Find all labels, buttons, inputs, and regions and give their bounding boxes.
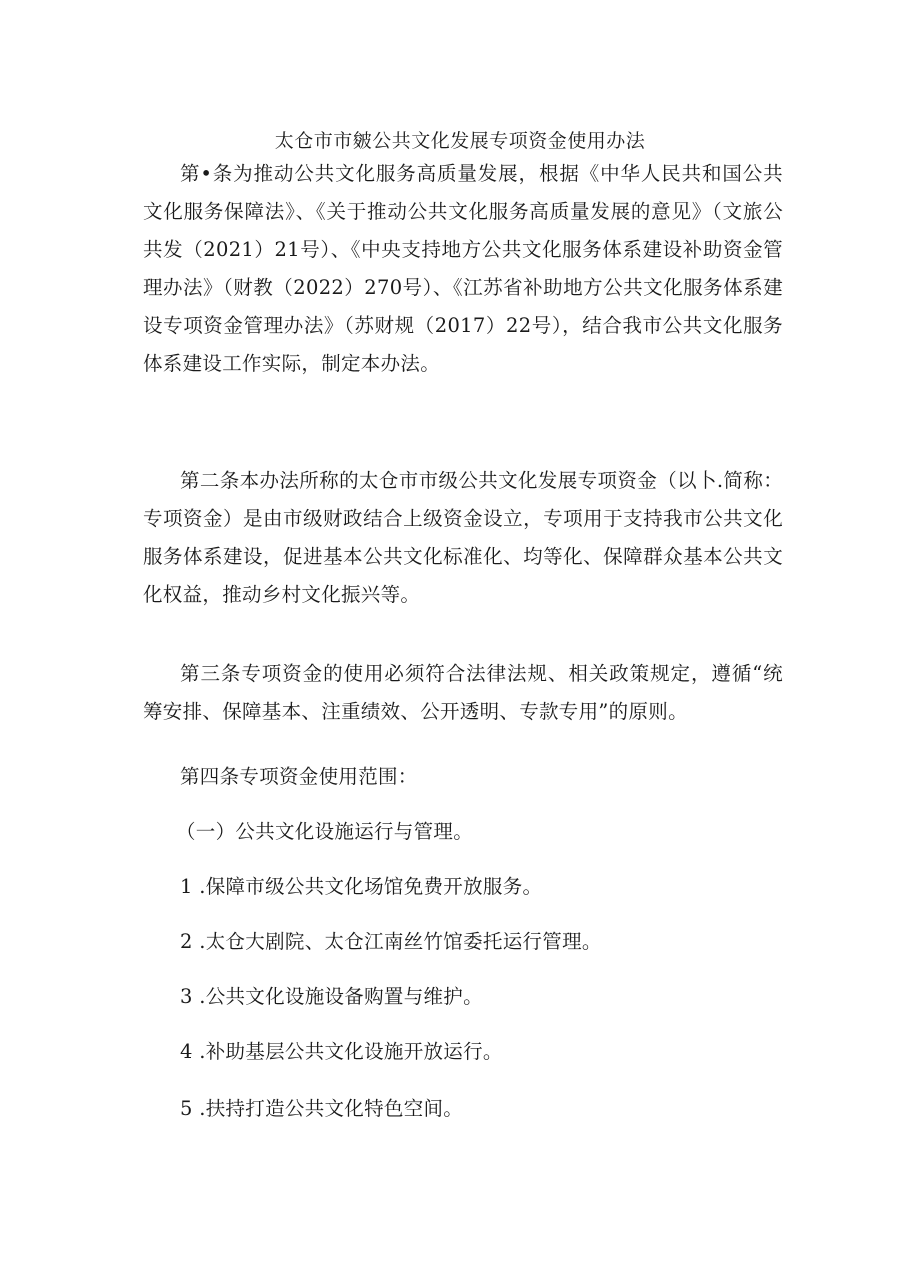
article-1: 第•条为推动公共文化服务高质量发展，根据《中华人民共和国公共文化服务保障法》、《关于推动公共文化服务高质量发展的意见》（文旅公共发（2021）21号）、《中央支持地方公共文化服务体系建设补助资金管理办法》（财教（2022）270号）、《江苏省补助地方公共文化服务体系建设专项资金管理办法》（苏财规（2017）22号），结合我市公共文化服务体系建设工作实际，制定本办法。	[143, 162, 783, 375]
article-2: 第二条本办法所称的太仓市市级公共文化发展专项资金（以卜.简称：专项资金）是由市级财政结合上级资金设立，专项用于支持我市公共文化服务体系建设，促进基本公共文化标准化、均等化、保障群众基本公共文化权益，推动乡村文化振兴等。	[143, 469, 783, 606]
list-item: 2 .太仓大剧院、太仓江南丝竹馆委托运行管理。	[180, 930, 602, 953]
document-title: 太仓市市皴公共文化发展专项资金使用办法	[274, 130, 646, 152]
article-3: 第三条专项资金的使用必须符合法律法规、相关政策规定，遵循“统筹安排、保障基本、注重绩效、公开透明、专款专用”的原则。	[143, 662, 783, 723]
list-item: 3 .公共文化设施设备购置与维护。	[180, 985, 483, 1008]
list-item: 4 .补助基层公共文化设施开放运行。	[180, 1040, 503, 1063]
list-item: 1 .保障市级公共文化场馆免费开放服务。	[180, 875, 543, 898]
section-1-heading: （一）公共文化设施运行与管理。	[176, 820, 474, 843]
list-item: 5 .扶持打造公共文化特色空间。	[180, 1097, 464, 1120]
article-4: 第四条专项资金使用范围：	[180, 765, 418, 788]
